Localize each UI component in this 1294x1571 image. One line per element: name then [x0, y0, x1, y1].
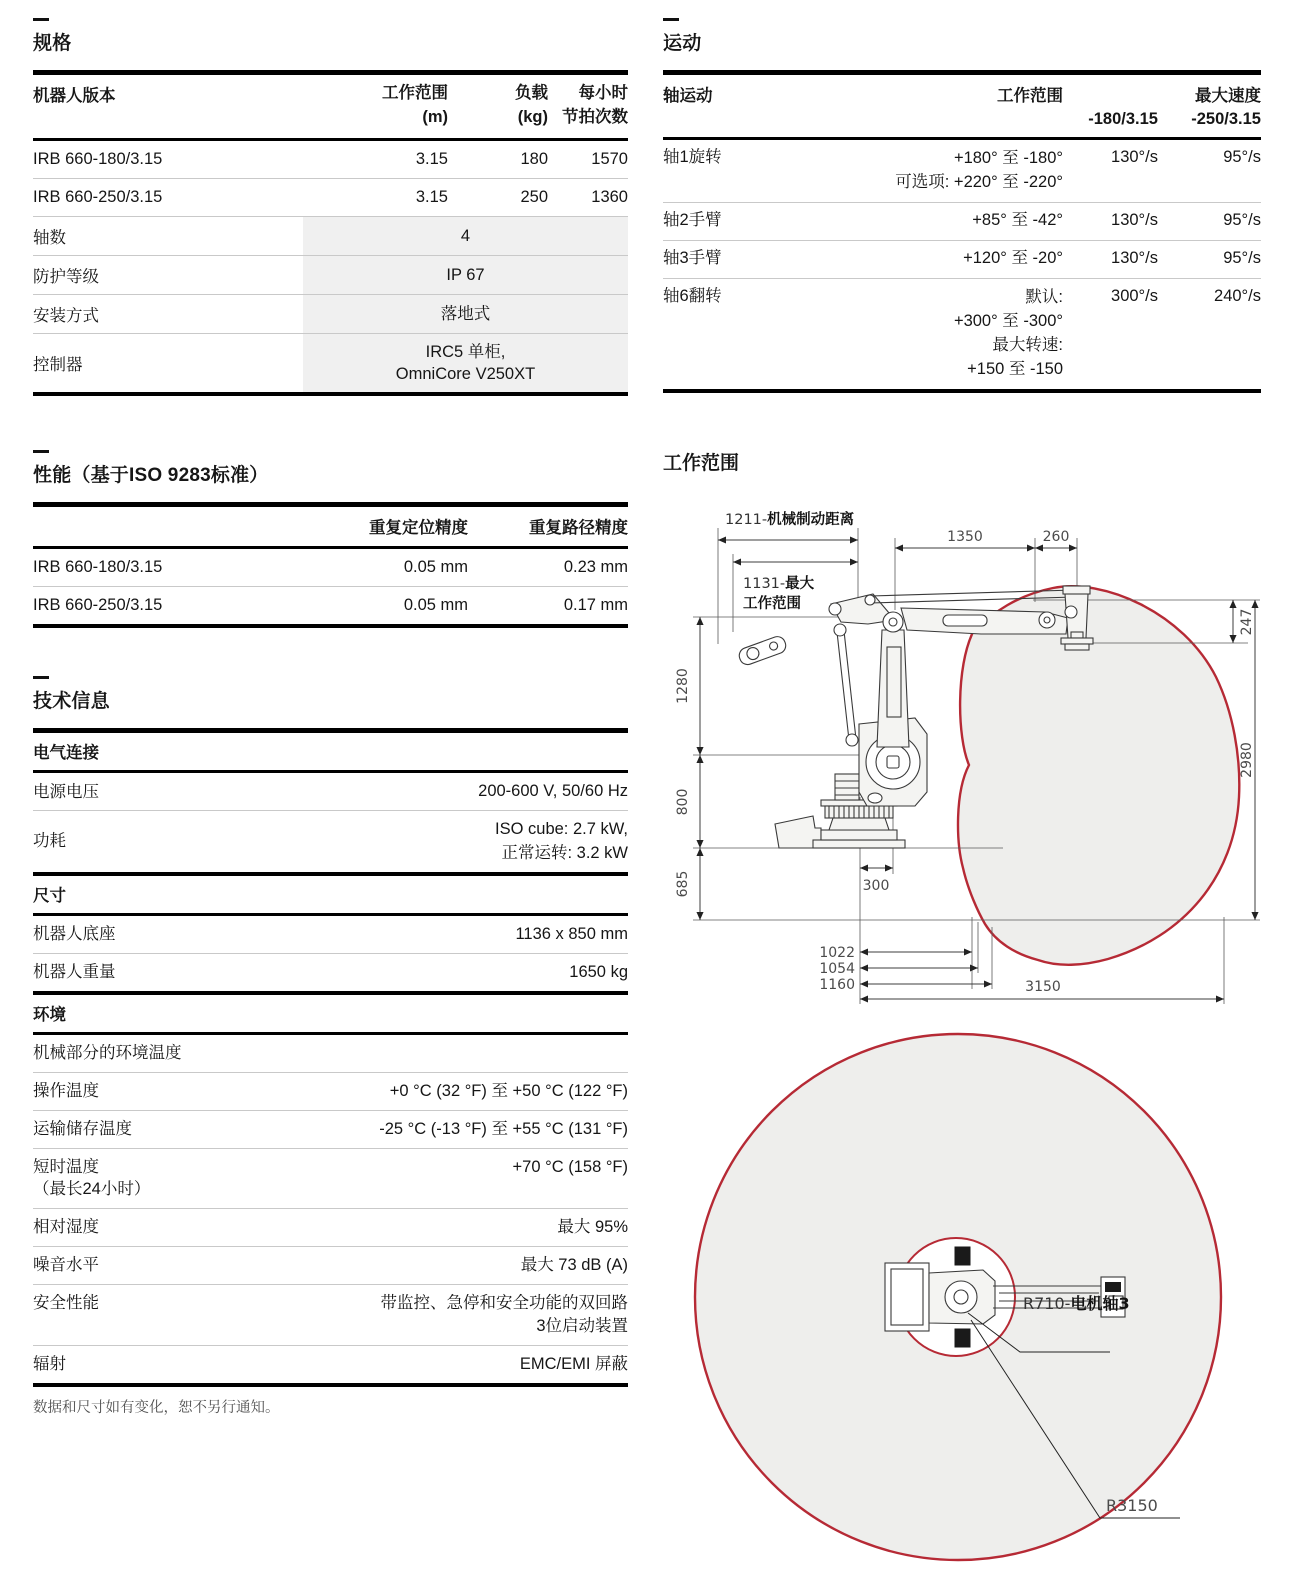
cycles-value: 1360 — [591, 187, 628, 206]
section-dash — [33, 676, 49, 679]
spec-table — [33, 70, 628, 396]
ghost-link — [737, 634, 788, 666]
table-row — [33, 1284, 628, 1345]
section-dash — [33, 18, 49, 21]
tech-section-dimensions — [33, 872, 628, 991]
motion-table — [663, 70, 1261, 393]
tech-section-title: 技术信息 — [33, 691, 110, 713]
axis-speed-250: 95°/s — [1223, 148, 1261, 166]
axis-range: +85° 至 -42° — [972, 210, 1063, 229]
table-row — [33, 916, 628, 953]
parallel-rod — [834, 624, 858, 746]
radiation-label: 辐射 — [33, 1355, 66, 1374]
noise-label: 噪音水平 — [33, 1256, 99, 1275]
top-view-diagram — [663, 1025, 1261, 1568]
table-row — [33, 255, 628, 294]
supply-voltage-value: 200-600 V, 50/60 Hz — [478, 782, 628, 801]
operating-temp-value: +0 °C (32 °F) 至 +50 °C (122 °F) — [389, 1081, 628, 1100]
performance-section-title: 性能（基于ISO 9283标准） — [33, 465, 269, 487]
table-row — [33, 1208, 628, 1246]
dim-label-1131-line2: 工作范围 — [743, 596, 801, 612]
motion-section-title: 运动 — [663, 33, 702, 54]
table-row — [33, 1035, 628, 1072]
performance-table-header — [33, 507, 628, 549]
dim-1160: 1160 — [819, 977, 855, 993]
axis-speed-250: 95°/s — [1223, 210, 1261, 229]
base-value: 1136 x 850 mm — [515, 924, 628, 943]
spec-section-title: 规格 — [33, 33, 72, 54]
controller-value: IRC5 单柜, OmniCore V250XT — [303, 334, 628, 393]
path-accuracy-value: 0.23 mm — [563, 558, 628, 577]
r3150-label: R3150 — [1106, 1496, 1158, 1515]
robot-version: IRB 660-180/3.15 — [33, 558, 163, 577]
weight-label: 机器人重量 — [33, 963, 116, 982]
electrical-header: 电气连接 — [33, 733, 628, 773]
pos-accuracy-header: 重复定位精度 — [369, 519, 468, 538]
table-row — [33, 216, 628, 255]
axis-range: +120° 至 -20° — [963, 248, 1063, 267]
dim-1054: 1054 — [819, 961, 855, 977]
axis3-joint — [1039, 612, 1055, 628]
ambient-temp-label: 机械部分的环境温度 — [33, 1044, 182, 1063]
safety-value: 带监控、急停和安全功能的双回路 3位启动装置 — [380, 1293, 628, 1335]
left-column — [33, 18, 628, 1417]
robot-version: IRB 660-180/3.15 — [33, 149, 163, 168]
dim-685: 685 — [675, 870, 691, 898]
pos-accuracy-value: 0.05 mm — [403, 558, 468, 577]
spec-header-version: 机器人版本 — [33, 87, 116, 105]
shortterm-temp-value: +70 °C (158 °F) — [512, 1158, 628, 1177]
performance-table — [33, 502, 628, 628]
variant-180-header: -180/3.15 — [1088, 110, 1158, 128]
axis-range: +180° 至 -180° 可选项: +220° 至 -220° — [895, 149, 1063, 191]
table-row — [33, 1148, 628, 1208]
table-row — [33, 333, 628, 393]
axis-speed-180: 300°/s — [1111, 286, 1158, 305]
robot-version: IRB 660-250/3.15 — [33, 187, 163, 206]
axis-motion-header: 轴运动 — [663, 87, 713, 105]
table-row — [33, 141, 628, 178]
protection-value: IP 67 — [303, 256, 628, 294]
shortterm-temp-label: 短时温度 （最长24小时） — [33, 1158, 151, 1199]
dim-2980: 2980 — [1239, 742, 1255, 778]
dim-260: 260 — [1042, 529, 1070, 545]
mounting-value: 落地式 — [303, 295, 628, 333]
table-row — [33, 1345, 628, 1383]
transport-temp-value: -25 °C (-13 °F) 至 +55 °C (131 °F) — [379, 1119, 628, 1138]
table-row — [663, 202, 1261, 240]
supply-voltage-label: 电源电压 — [33, 782, 99, 801]
power-value: ISO cube: 2.7 kW, 正常运转: 3.2 kW — [495, 820, 628, 862]
table-row — [33, 586, 628, 624]
mounting-label: 安装方式 — [33, 306, 99, 325]
dim-300: 300 — [862, 878, 890, 894]
table-row — [33, 1072, 628, 1110]
table-row — [33, 810, 628, 871]
dim-1022: 1022 — [819, 945, 855, 961]
tech-table — [33, 728, 628, 1387]
axis-label: 轴3手臂 — [663, 248, 722, 267]
robot-version: IRB 660-250/3.15 — [33, 596, 163, 615]
weight-value: 1650 kg — [569, 962, 628, 981]
base-motor — [835, 774, 859, 800]
table-row — [33, 294, 628, 333]
axis-label: 轴2手臂 — [663, 210, 722, 229]
protection-label: 防护等级 — [33, 267, 99, 286]
spec-header-range: 工作范围 (m) — [382, 84, 448, 126]
section-dash — [663, 18, 679, 21]
dim-1350: 1350 — [947, 529, 983, 545]
working-range-header: 工作范围 — [997, 87, 1063, 105]
range-value: 3.15 — [415, 149, 448, 168]
dim-247: 247 — [1239, 608, 1255, 636]
side-view-diagram — [663, 462, 1261, 1010]
workrange-section-title: 工作范围 — [663, 453, 740, 474]
dim-1280: 1280 — [675, 668, 691, 704]
humidity-value: 最大 95% — [557, 1217, 628, 1236]
controller-label: 控制器 — [33, 356, 83, 375]
tech-section-electrical — [33, 733, 628, 871]
section-dash — [33, 450, 49, 453]
axes-value: 4 — [303, 217, 628, 255]
table-row — [33, 1110, 628, 1148]
humidity-label: 相对湿度 — [33, 1217, 99, 1236]
dim-label-1211: 1211-机械制动距离 — [725, 512, 855, 528]
table-row — [663, 240, 1261, 278]
spec-header-cycles: 每小时 节拍次数 — [562, 84, 628, 126]
range-value: 3.15 — [415, 187, 448, 206]
table-row — [33, 953, 628, 991]
dim-3150: 3150 — [1025, 979, 1061, 995]
payload-value: 250 — [520, 187, 548, 206]
axis-speed-250: 240°/s — [1214, 286, 1261, 305]
axis-speed-180: 130°/s — [1111, 248, 1158, 267]
spec-header-payload: 负载 (kg) — [515, 84, 548, 126]
variant-250-header: -250/3.15 — [1191, 110, 1261, 128]
dim-800: 800 — [675, 788, 691, 816]
axis-speed-180: 130°/s — [1111, 148, 1158, 166]
path-accuracy-value: 0.17 mm — [563, 596, 628, 615]
max-speed-header: 最大速度 — [1195, 87, 1261, 105]
disclaimer-footnote: 数据和尺寸如有变化，恕不另行通知。 — [33, 1400, 280, 1417]
noise-value: 最大 73 dB (A) — [520, 1255, 628, 1274]
cycles-value: 1570 — [591, 149, 628, 168]
gear-ring — [825, 806, 893, 818]
environment-header: 环境 — [33, 995, 628, 1035]
r710-label: R710-电机轴3 — [1023, 1294, 1130, 1313]
axis-range: 默认: +300° 至 -300° 最大转速: +150 至 -150 — [953, 287, 1063, 378]
axis-label: 轴1旋转 — [663, 148, 722, 166]
base-label: 机器人底座 — [33, 925, 116, 944]
table-row — [33, 549, 628, 586]
dim-label-1131: 1131-最大 — [743, 576, 815, 592]
table-row — [33, 773, 628, 810]
table-row — [663, 140, 1261, 202]
axes-label: 轴数 — [33, 228, 66, 247]
axis-label: 轴6翻转 — [663, 286, 722, 305]
path-accuracy-header: 重复路径精度 — [529, 519, 628, 538]
operating-temp-label: 操作温度 — [33, 1082, 99, 1101]
payload-value: 180 — [520, 149, 548, 168]
dimensions-header: 尺寸 — [33, 876, 628, 916]
elbow-joint — [883, 612, 903, 632]
axis-speed-180: 130°/s — [1111, 210, 1158, 229]
tech-section-environment — [33, 991, 628, 1383]
safety-label: 安全性能 — [33, 1293, 99, 1312]
table-row — [663, 278, 1261, 389]
table-row — [33, 1246, 628, 1284]
power-label: 功耗 — [33, 832, 66, 851]
table-row — [33, 178, 628, 216]
motion-table-header — [663, 75, 1261, 140]
radiation-value: EMC/EMI 屏蔽 — [519, 1354, 628, 1373]
spec-table-header — [33, 75, 628, 141]
pos-accuracy-value: 0.05 mm — [403, 596, 468, 615]
right-column — [663, 18, 1261, 1571]
transport-temp-label: 运输储存温度 — [33, 1120, 132, 1139]
axis-speed-250: 95°/s — [1223, 248, 1261, 267]
